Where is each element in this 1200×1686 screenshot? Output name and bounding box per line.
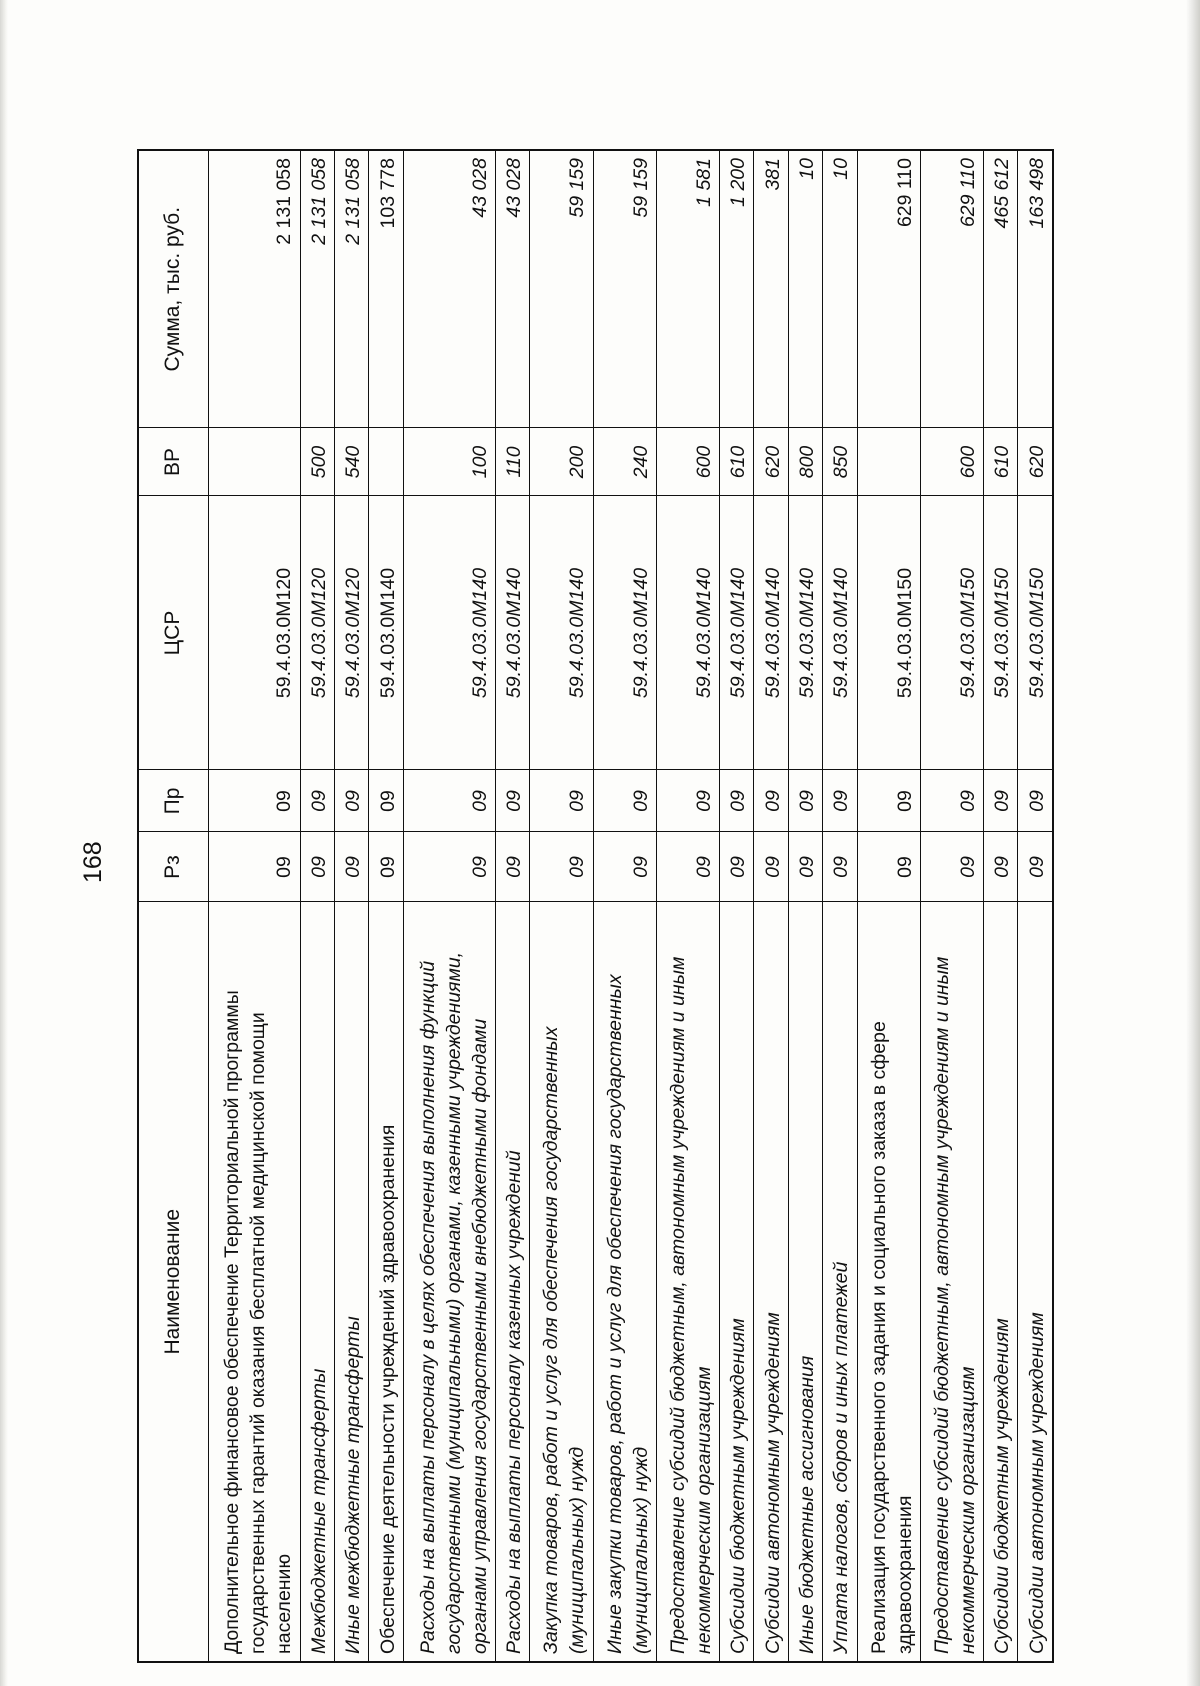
cell-pr: 09 — [335, 770, 369, 832]
cell-csr: 59.4.03.0М120 — [300, 496, 334, 770]
cell-sum: 43 028 — [495, 150, 529, 428]
cell-csr: 59.4.03.0М140 — [754, 496, 788, 770]
cell-vr — [857, 428, 920, 496]
cell-name: Закупка товаров, работ и услуг для обеспечения государственных (муниципальных) нужд — [530, 902, 593, 1662]
table-row — [720, 150, 754, 1662]
header-sum: Сумма, тыс. руб. — [138, 150, 208, 428]
cell-csr: 59.4.03.0М150 — [1018, 496, 1053, 770]
cell-sum: 629 110 — [920, 150, 983, 428]
cell-name: Иные межбюджетные трансферты — [335, 902, 369, 1662]
cell-name: Межбюджетные трансферты — [300, 902, 334, 1662]
cell-sum: 2 131 058 — [335, 150, 369, 428]
header-rz: Рз — [138, 832, 208, 902]
cell-sum: 2 131 058 — [208, 150, 300, 428]
cell-vr: 100 — [403, 428, 495, 496]
cell-pr: 09 — [754, 770, 788, 832]
cell-name: Субсидии бюджетным учреждениям — [984, 902, 1018, 1662]
cell-pr: 09 — [593, 770, 656, 832]
cell-vr: 600 — [656, 428, 719, 496]
cell-pr: 09 — [920, 770, 983, 832]
cell-csr: 59.4.03.0М140 — [788, 496, 822, 770]
cell-name: Реализация государственного задания и социального заказа в сфере здравоохранения — [857, 902, 920, 1662]
cell-csr: 59.4.03.0М140 — [530, 496, 593, 770]
cell-sum: 1 200 — [720, 150, 754, 428]
scan-edge-right — [1186, 0, 1200, 1686]
table-row — [823, 150, 857, 1662]
cell-sum: 465 612 — [984, 150, 1018, 428]
header-name: Наименование — [138, 902, 208, 1662]
cell-pr: 09 — [1018, 770, 1053, 832]
cell-rz: 09 — [208, 832, 300, 902]
cell-pr: 09 — [788, 770, 822, 832]
cell-rz: 09 — [369, 832, 403, 902]
table-row — [495, 150, 529, 1662]
scan-edge-left — [0, 0, 8, 1686]
cell-name: Расходы на выплаты персоналу в целях обеспечения выполнения функций государственными (муниципальными) органами, казенными учреждениями, органами управления государственными внебюджетными фондами — [403, 902, 495, 1662]
table-row — [403, 150, 495, 1662]
cell-csr: 59.4.03.0М120 — [335, 496, 369, 770]
cell-vr: 200 — [530, 428, 593, 496]
cell-name: Расходы на выплаты персоналу казенных учреждений — [495, 902, 529, 1662]
table-row — [857, 150, 920, 1662]
cell-sum: 10 — [823, 150, 857, 428]
cell-rz: 09 — [857, 832, 920, 902]
table-row — [920, 150, 983, 1662]
cell-vr — [208, 428, 300, 496]
cell-csr: 59.4.03.0М140 — [369, 496, 403, 770]
table-row — [984, 150, 1018, 1662]
cell-vr: 600 — [920, 428, 983, 496]
cell-pr: 09 — [208, 770, 300, 832]
cell-rz: 09 — [335, 832, 369, 902]
budget-table-rotated — [137, 151, 1054, 1663]
cell-vr: 110 — [495, 428, 529, 496]
table-row — [335, 150, 369, 1662]
cell-rz: 09 — [754, 832, 788, 902]
cell-rz: 09 — [656, 832, 719, 902]
cell-vr: 620 — [1018, 428, 1053, 496]
table-row — [788, 150, 822, 1662]
table-body — [208, 150, 1053, 1662]
cell-sum: 59 159 — [593, 150, 656, 428]
cell-sum: 2 131 058 — [300, 150, 334, 428]
cell-csr: 59.4.03.0М150 — [857, 496, 920, 770]
cell-csr: 59.4.03.0М140 — [495, 496, 529, 770]
cell-rz: 09 — [495, 832, 529, 902]
table-row — [369, 150, 403, 1662]
table-row — [656, 150, 719, 1662]
cell-sum: 629 110 — [857, 150, 920, 428]
cell-pr: 09 — [984, 770, 1018, 832]
cell-name: Дополнительное финансовое обеспечение Территориальной программы государственных гарантий оказания бесплатной медицинской помощи населению — [208, 902, 300, 1662]
cell-name: Субсидии бюджетным учреждениям — [720, 902, 754, 1662]
cell-rz: 09 — [788, 832, 822, 902]
cell-rz: 09 — [530, 832, 593, 902]
table-row — [593, 150, 656, 1662]
cell-vr: 500 — [300, 428, 334, 496]
cell-sum: 103 778 — [369, 150, 403, 428]
cell-sum: 381 — [754, 150, 788, 428]
cell-name: Предоставление субсидий бюджетным, автономным учреждениям и иным некоммерческим организациям — [920, 902, 983, 1662]
cell-sum: 43 028 — [403, 150, 495, 428]
cell-vr: 240 — [593, 428, 656, 496]
cell-vr: 620 — [754, 428, 788, 496]
cell-pr: 09 — [656, 770, 719, 832]
cell-rz: 09 — [720, 832, 754, 902]
cell-pr: 09 — [403, 770, 495, 832]
header-pr: Пр — [138, 770, 208, 832]
budget-table — [137, 149, 1054, 1663]
cell-rz: 09 — [1018, 832, 1053, 902]
cell-vr: 610 — [720, 428, 754, 496]
cell-csr: 59.4.03.0М150 — [920, 496, 983, 770]
cell-csr: 59.4.03.0М140 — [823, 496, 857, 770]
cell-name: Субсидии автономным учреждениям — [754, 902, 788, 1662]
cell-pr: 09 — [495, 770, 529, 832]
cell-csr: 59.4.03.0М120 — [208, 496, 300, 770]
table-header-row — [138, 150, 208, 1662]
cell-name: Обеспечение деятельности учреждений здравоохранения — [369, 902, 403, 1662]
cell-name: Иные бюджетные ассигнования — [788, 902, 822, 1662]
page-number: 168 — [79, 841, 107, 883]
cell-rz: 09 — [984, 832, 1018, 902]
cell-sum: 10 — [788, 150, 822, 428]
cell-rz: 09 — [300, 832, 334, 902]
cell-rz: 09 — [823, 832, 857, 902]
cell-vr: 610 — [984, 428, 1018, 496]
cell-vr: 540 — [335, 428, 369, 496]
table-row — [530, 150, 593, 1662]
cell-vr: 850 — [823, 428, 857, 496]
cell-rz: 09 — [593, 832, 656, 902]
cell-pr: 09 — [369, 770, 403, 832]
cell-name: Предоставление субсидий бюджетным, автономным учреждениям и иным некоммерческим организациям — [656, 902, 719, 1662]
cell-rz: 09 — [403, 832, 495, 902]
cell-csr: 59.4.03.0М140 — [656, 496, 719, 770]
cell-sum: 59 159 — [530, 150, 593, 428]
cell-name: Субсидии автономным учреждениям — [1018, 902, 1053, 1662]
cell-sum: 163 498 — [1018, 150, 1053, 428]
header-vr: ВР — [138, 428, 208, 496]
cell-pr: 09 — [823, 770, 857, 832]
cell-name: Иные закупки товаров, работ и услуг для обеспечения государственных (муниципальных) нужд — [593, 902, 656, 1662]
table-row — [754, 150, 788, 1662]
cell-csr: 59.4.03.0М140 — [593, 496, 656, 770]
cell-pr: 09 — [530, 770, 593, 832]
table-row — [208, 150, 300, 1662]
cell-pr: 09 — [300, 770, 334, 832]
cell-csr: 59.4.03.0М150 — [984, 496, 1018, 770]
table-row — [300, 150, 334, 1662]
cell-csr: 59.4.03.0М140 — [720, 496, 754, 770]
header-csr: ЦСР — [138, 496, 208, 770]
cell-name: Уплата налогов, сборов и иных платежей — [823, 902, 857, 1662]
cell-csr: 59.4.03.0М140 — [403, 496, 495, 770]
cell-pr: 09 — [720, 770, 754, 832]
cell-vr: 800 — [788, 428, 822, 496]
cell-sum: 1 581 — [656, 150, 719, 428]
cell-vr — [369, 428, 403, 496]
cell-rz: 09 — [920, 832, 983, 902]
cell-pr: 09 — [857, 770, 920, 832]
table-row — [1018, 150, 1053, 1662]
